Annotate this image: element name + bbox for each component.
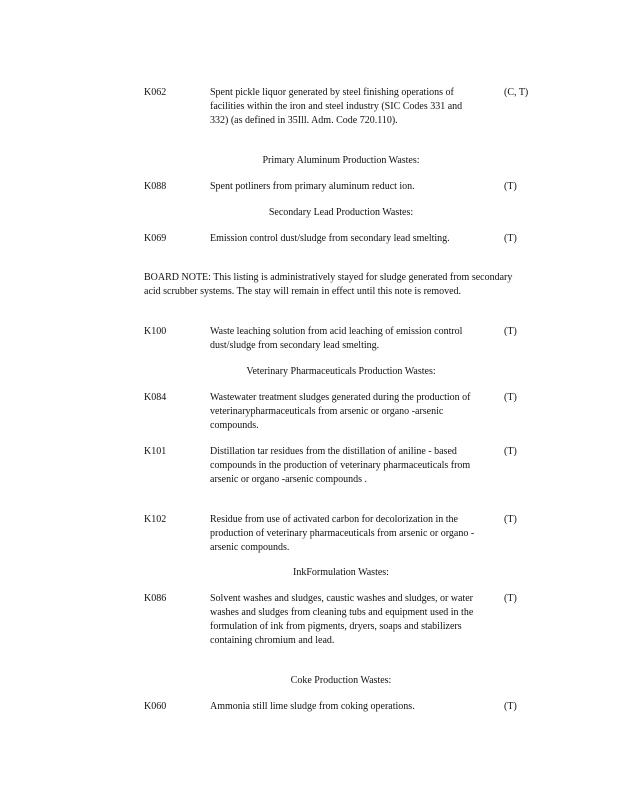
waste-description: Spent pickle liquor generated by steel finishing operations of facilities within the iron and steel industry (SIC Codes 331 and 332) (as defined in 35Ill. Adm. Code 720.110). bbox=[210, 87, 463, 126]
hazard-code: (T) bbox=[504, 446, 517, 457]
section-heading-coke: Coke Production Wastes: bbox=[290, 675, 392, 686]
section-heading-veterinary: Veterinary Pharmaceuticals Production Wastes: bbox=[246, 366, 436, 377]
waste-code: K084 bbox=[144, 392, 167, 403]
waste-code: K102 bbox=[144, 514, 167, 525]
section-heading-secondary-lead: Secondary Lead Production Wastes: bbox=[268, 207, 414, 218]
waste-code: K100 bbox=[144, 326, 167, 337]
waste-description: Spent potliners from primary aluminum reduct ion. bbox=[210, 181, 415, 192]
waste-code: K060 bbox=[144, 701, 167, 712]
waste-code: K069 bbox=[144, 233, 167, 244]
waste-description: Solvent washes and sludges, caustic washes and sludges, or water washes and sludges from cleaning tubs and equipment used in the formulation of ink from pigments, dryers, soaps and stabilizers containing chromium and lead. bbox=[210, 593, 474, 646]
hazard-code: (T) bbox=[504, 701, 517, 712]
section-heading-primary-aluminum: Primary Aluminum Production Wastes: bbox=[262, 155, 420, 166]
hazard-code: (T) bbox=[504, 514, 517, 525]
waste-description: Waste leaching solution from acid leaching of emission control dust/sludge from secondary lead smelting. bbox=[210, 326, 463, 351]
hazard-code: (T) bbox=[504, 326, 517, 337]
section-heading-ink: InkFormulation Wastes: bbox=[293, 567, 389, 578]
hazard-code: (C, T) bbox=[504, 87, 529, 98]
waste-description: Ammonia still lime sludge from coking operations. bbox=[210, 701, 415, 712]
waste-description: Emission control dust/sludge from secondary lead smelting. bbox=[210, 233, 450, 244]
hazard-code: (T) bbox=[504, 593, 517, 604]
waste-code: K088 bbox=[144, 181, 167, 192]
hazard-code: (T) bbox=[504, 181, 517, 192]
waste-code: K062 bbox=[144, 87, 167, 98]
hazard-code: (T) bbox=[504, 392, 517, 403]
waste-description: Residue from use of activated carbon for decolorization in the production of veterinary pharmaceuticals from arsenic or organo -arsenic compounds. bbox=[210, 514, 475, 553]
waste-code: K101 bbox=[144, 446, 167, 457]
waste-code: K086 bbox=[144, 593, 167, 604]
waste-description: Wastewater treatment sludges generated during the production of veterinarypharmaceuticals from arsenic or organo -arsenic compounds. bbox=[210, 392, 471, 431]
waste-description: Distillation tar residues from the distillation of aniline - based compounds in the production of veterinary pharmaceuticals from arsenic or organo -arsenic compounds . bbox=[210, 446, 471, 485]
board-note: BOARD NOTE: This listing is administratively stayed for sludge generated from secondary acid scrubber systems. The stay will remain in effect until this note is removed. bbox=[144, 272, 513, 297]
hazard-code: (T) bbox=[504, 233, 517, 244]
